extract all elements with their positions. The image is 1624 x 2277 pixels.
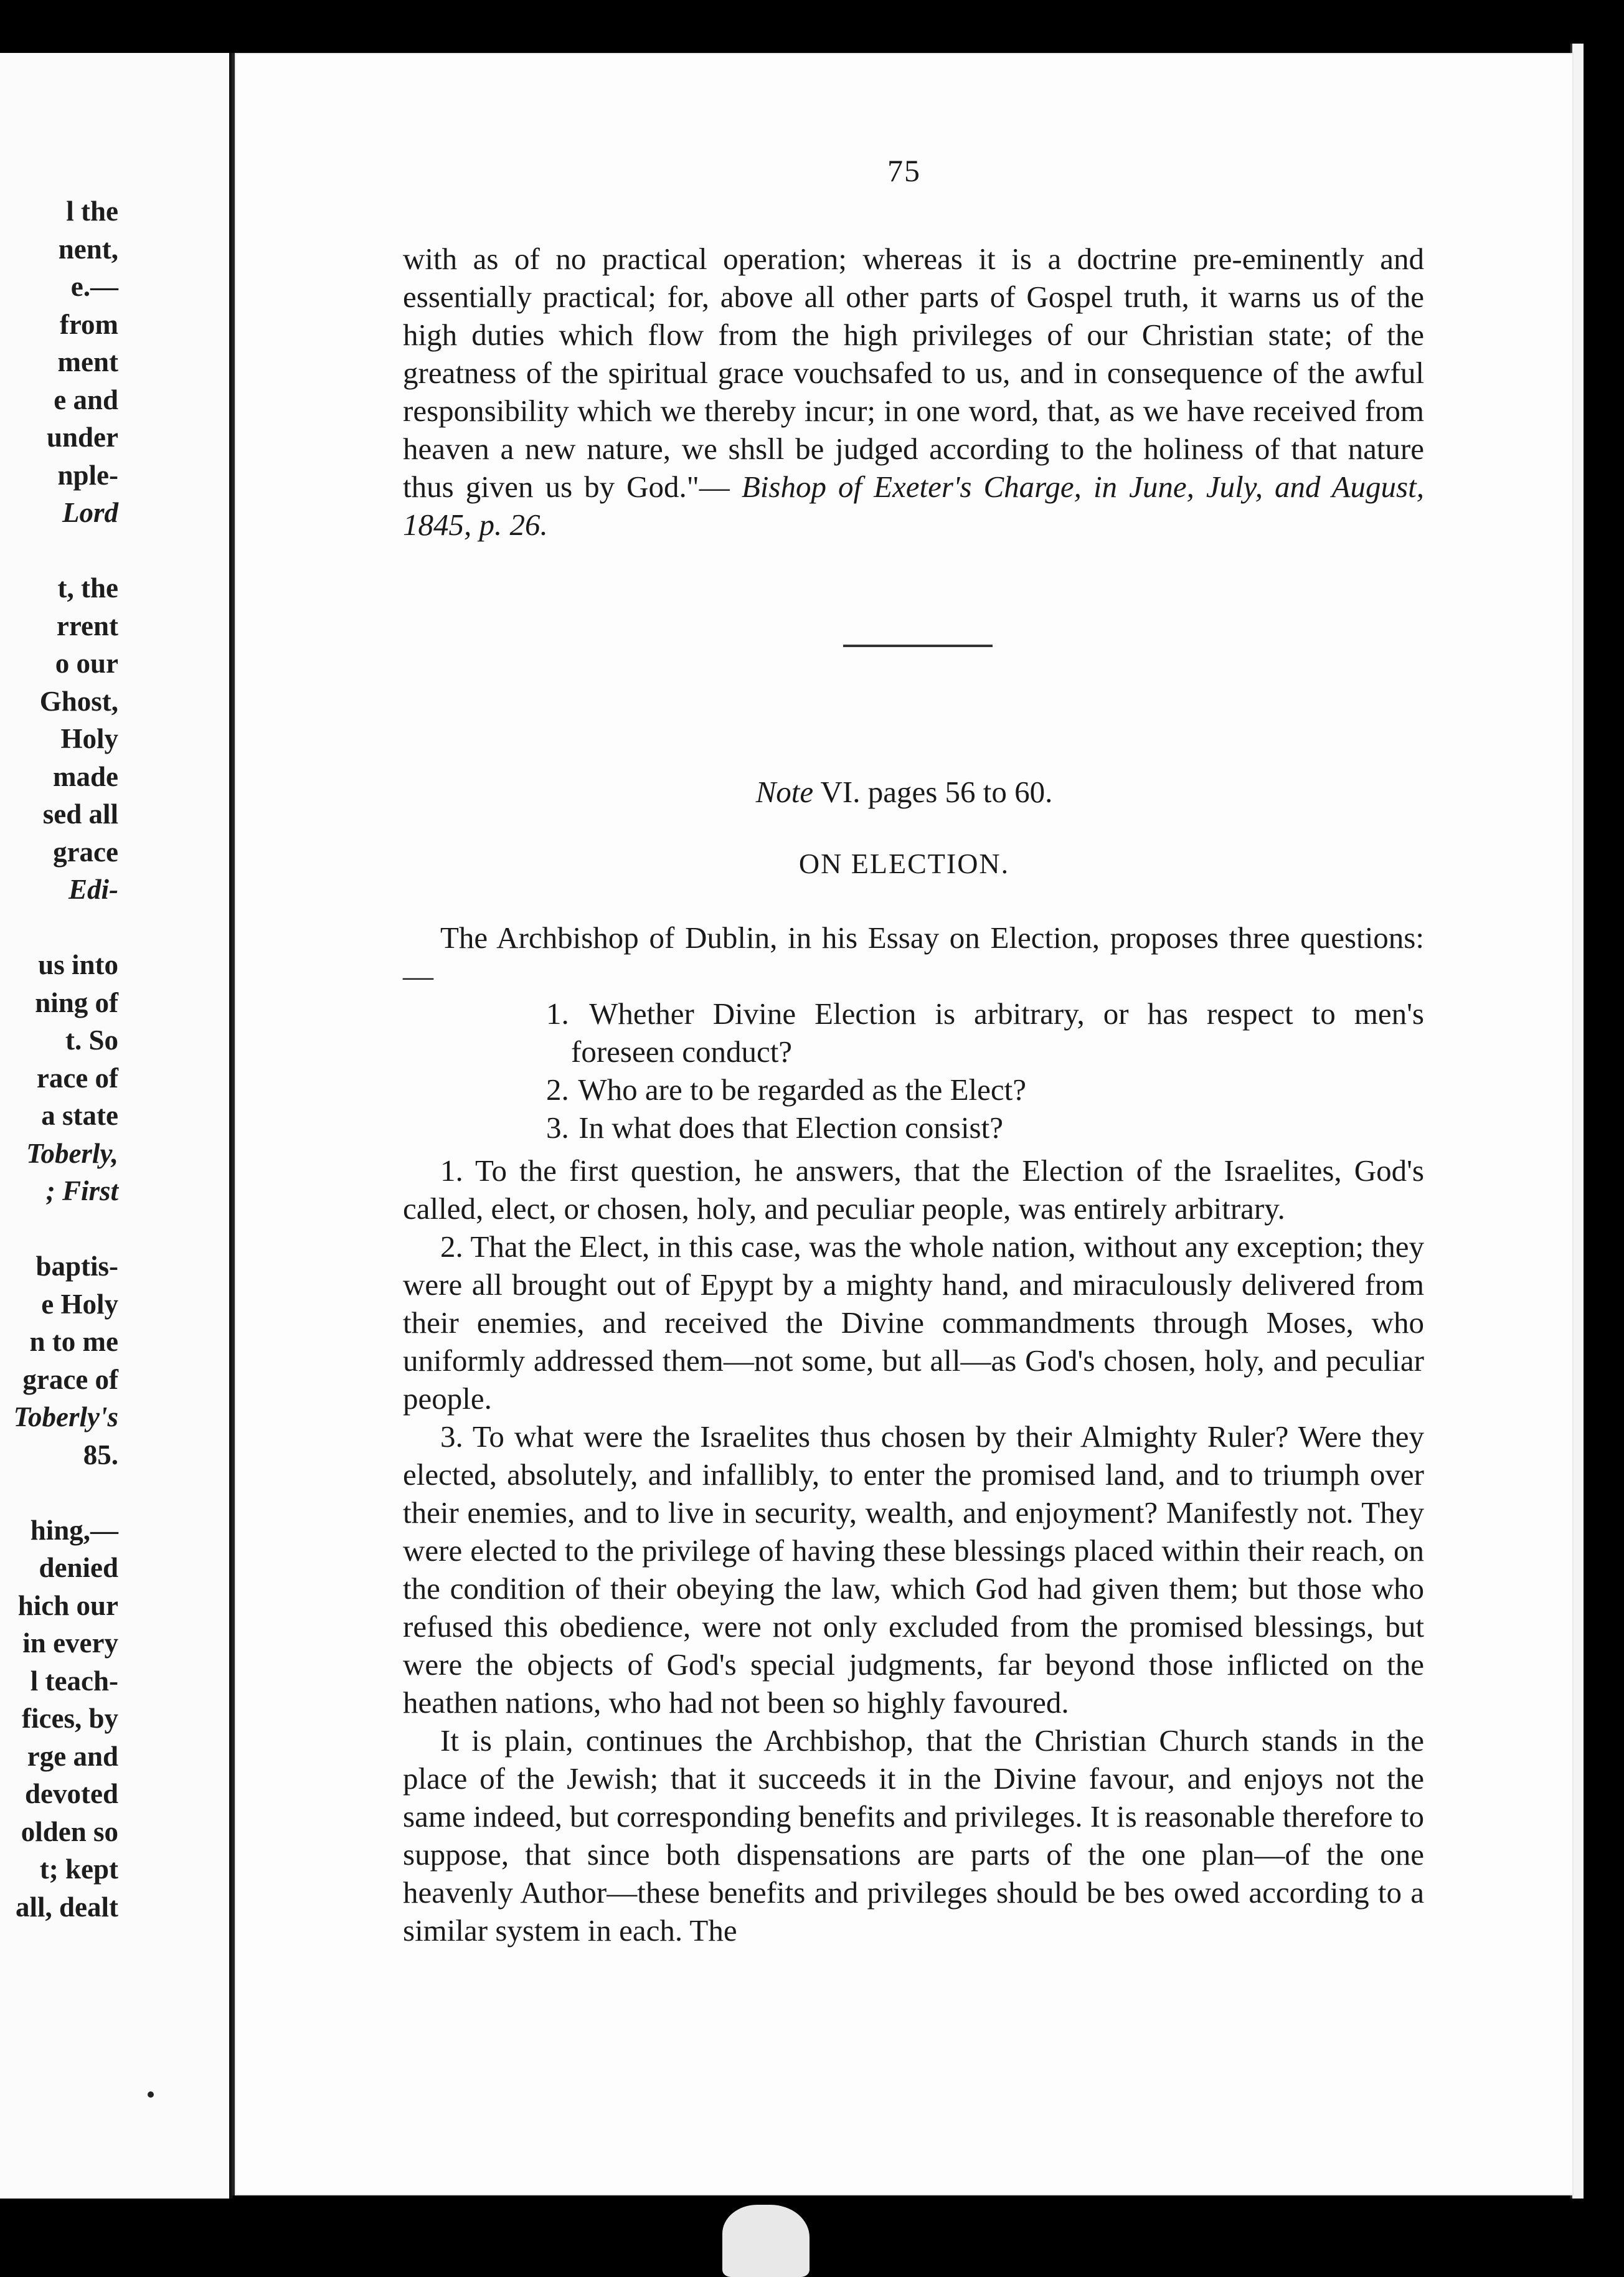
left-page-line: ning of [35, 987, 118, 1018]
question-item: 2. Who are to be regarded as the Elect? [546, 1072, 1027, 1107]
quote-text: with as of no practical operation; whereas it is a doctrine pre-eminently and essentially practical; for, above all other parts of Gospel truth, it warns us of the high duties which flow from the high privileges of our Christian state; of the greatness of the spiritual grace vouchsafed to us, and in consequence of the awful responsibility which we thereby incur; in one word, that, as we have received from heaven a new nature, we shsll be judged according to the holiness of that nature thus given us by God."— [403, 242, 1424, 504]
paper-scrap [722, 2205, 810, 2277]
main-text [403, 919, 1424, 1949]
left-page-line: grace [53, 836, 118, 868]
left-page-line: in every [22, 1627, 118, 1659]
section-title: ON ELECTION. [798, 848, 1010, 879]
left-page-line: baptis- [35, 1251, 118, 1282]
left-page-line: us into [38, 949, 118, 980]
note-pages: VI. pages 56 to 60. [820, 775, 1053, 809]
left-page-line: e Holy [41, 1288, 118, 1320]
question-list [403, 995, 1424, 1147]
citation: Bishop of Exeter's Charge, in June, July, and August, 1845, p. 26. [403, 470, 1424, 542]
left-page-line: sed all [42, 798, 118, 830]
quote-block [403, 240, 1424, 544]
note-label: Note [755, 775, 814, 809]
question-item: 3. In what does that Election consist? [546, 1110, 1003, 1145]
left-page-line: Toberly's [13, 1401, 118, 1432]
left-page-line: made [53, 760, 118, 792]
left-page-line: Edi- [68, 874, 118, 905]
left-page-line: e and [54, 384, 118, 415]
left-page-line: all, dealt [16, 1891, 118, 1923]
left-page-line: hich our [17, 1589, 118, 1621]
left-page-line: race of [36, 1062, 118, 1094]
paragraph: It is plain, continues the Archbishop, that the Christian Church stands in the place of the Jewish; that it succeeds it in the Divine favour, and enjoys not the same indeed, but corresponding benefits and privileges. It is reasonable therefore to suppose, that since both dispensations are parts of the one plan—of the one heavenly Author—these benefits and privileges should be bes owed according to a similar system in each. The [403, 1723, 1424, 1948]
paragraph: 3. To what were the Israelites thus chosen by their Almighty Ruler? Were they elected, absolutely, and infallibly, to enter the promised land, and to triumph over their enemies, and to live in security, wealth, and enjoyment? Manifestly not. They were elected to the privilege of having these blessings placed within their reach, on the condition of their obeying the law, which God had given them; but those who refused this obedience, were not only excluded from the promised blessings, but were the objects of God's special judgments, far beyond those inflicted on the heathen nations, who had not been so highly favoured. [403, 1419, 1424, 1720]
left-page-line: hing,— [30, 1514, 118, 1546]
paragraph: 2. That the Elect, in this case, was the whole nation, without any exception; they were all brought out of Epypt by a mighty hand, and miraculously delivered from their enemies, and received the Divine commandments through Moses, who uniformly addressed them—not some, but all—as God's chosen, holy, and peculiar people. [403, 1229, 1424, 1416]
left-page-line: e.— [70, 271, 118, 302]
left-page-line: denied [39, 1552, 118, 1583]
left-page-line: n to me [29, 1326, 118, 1357]
left-page-line: t; kept [39, 1853, 118, 1885]
intro-paragraph: The Archbishop of Dublin, in his Essay on Election, proposes three questions:— [403, 921, 1424, 993]
left-page-line: fices, by [22, 1703, 118, 1734]
left-page-line: grace of [22, 1363, 118, 1395]
left-page-line: under [46, 422, 118, 453]
page-number: 75 [887, 153, 921, 188]
right-page [232, 53, 1574, 2195]
question-item: 1. Whether Divine Election is arbitrary, or has respect to men's foreseen conduct? [546, 996, 1424, 1069]
left-page-line: from [59, 308, 118, 340]
left-page-line: ment [57, 346, 118, 377]
left-page-line: devoted [25, 1778, 118, 1809]
left-page-line: l the [66, 196, 118, 227]
left-page-line: t. So [65, 1025, 118, 1056]
left-page-line: o our [55, 648, 118, 679]
left-page-line: Lord [62, 497, 118, 528]
left-page-line: Holy [60, 723, 118, 754]
left-page-line: rge and [27, 1740, 118, 1772]
paragraph: 1. To the first question, he answers, that the Election of the Israelites, God's called, elect, or chosen, holy, and peculiar people, was entirely arbitrary. [403, 1153, 1424, 1226]
left-page-line: rrent [56, 610, 118, 641]
left-page-line: nent, [58, 233, 118, 265]
left-page-line: t, the [57, 572, 118, 604]
left-page-line: olden so [21, 1815, 118, 1847]
left-page-fragment [0, 53, 233, 2199]
ink-dot [148, 2091, 154, 2098]
left-page-line: ; First [45, 1175, 118, 1206]
left-page-line: a state [41, 1100, 118, 1131]
section-divider [843, 645, 993, 647]
left-page-line: Ghost, [39, 685, 118, 717]
note-heading [235, 774, 1574, 810]
left-page-line: 85. [83, 1439, 118, 1470]
left-page-line: nple- [57, 459, 118, 491]
left-page-line: l teach- [30, 1665, 118, 1697]
left-page-line: Toberly, [26, 1137, 118, 1169]
